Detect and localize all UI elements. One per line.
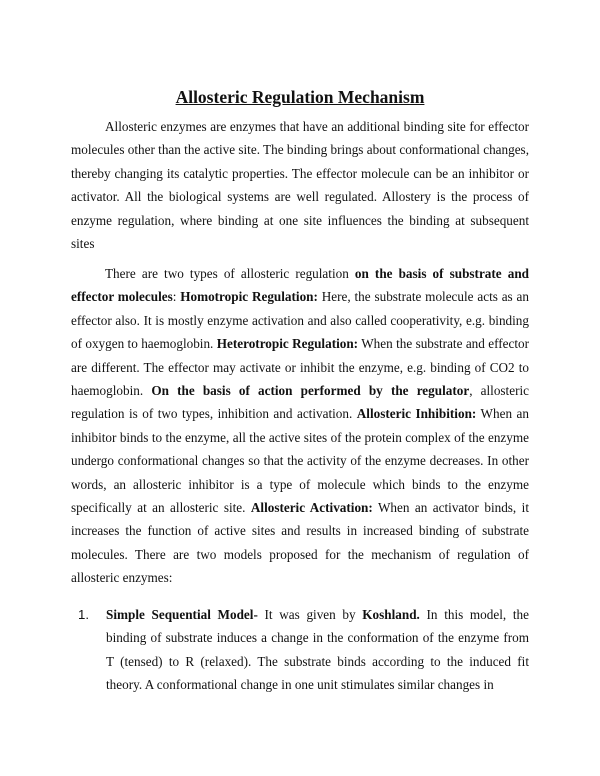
list-number: 1. bbox=[78, 607, 89, 622]
text-span: It was given by bbox=[257, 607, 363, 622]
text-span: : bbox=[172, 289, 181, 305]
text-span: In this model, the binding of substrate induces a change in the conformation of the enzyme from T (tensed) to R (relaxed). The substrate binds according to the induced fit theory. A conformational change in one unit stimulates similar changes in bbox=[106, 607, 529, 693]
term-simple-sequential-model: Simple Sequential Model- bbox=[106, 607, 258, 622]
paragraph-intro: Allosteric enzymes are enzymes that have an additional binding site for effector molecules other than the active site. The binding brings about conformational changes, thereby changing its catalytic properties. The effector molecule can be an inhibitor or activator. All the biological systems are well regulated. Allostery is the process of enzyme regulation, where binding at one site influences the binding at subsequent sites bbox=[71, 119, 529, 252]
text-span: There are two types of allosteric regulation bbox=[105, 266, 355, 281]
bold-phrase: On the basis of action performed by the regulator bbox=[151, 383, 470, 399]
document-title: Allosteric Regulation Mechanism bbox=[175, 87, 425, 107]
term-allosteric-activation: Allosteric Activation: bbox=[250, 500, 373, 516]
text-span: When an activator binds, it increases the function of active sites and results in increased binding of substrate molecules. There are two models proposed for the mechanism of regulation of allosteric enzymes: bbox=[71, 500, 529, 586]
text-span: When the substrate and effector are different. The effector may activate or inhibit the enzyme, e.g. binding of CO2 to haemoglobin. bbox=[71, 336, 529, 399]
paragraph-types bbox=[71, 262, 529, 590]
text-span: Here, the substrate molecule acts as an effector also. It is mostly enzyme activation and also called cooperativity, e.g. binding of oxygen to haemoglobin. bbox=[71, 289, 529, 352]
term-heterotropic: Heterotropic Regulation: bbox=[216, 336, 359, 352]
bold-phrase: on the basis of substrate and effector molecules bbox=[71, 266, 529, 305]
term-allosteric-inhibition: Allosteric Inhibition: bbox=[356, 406, 477, 422]
list-item bbox=[106, 603, 529, 697]
term-homotropic: Homotropic Regulation: bbox=[180, 289, 318, 305]
text-span: , allosteric regulation is of two types, inhibition and activation. bbox=[71, 383, 529, 422]
text-span: When an inhibitor binds to the enzyme, all the active sites of the protein complex of the enzyme undergo conformational changes so that the activity of the enzyme decreases. In other words, an allosteric inhibitor is a type of molecule which binds to the enzyme specifically at an allosteric site. bbox=[71, 406, 529, 516]
author-name: Koshland. bbox=[362, 607, 420, 622]
